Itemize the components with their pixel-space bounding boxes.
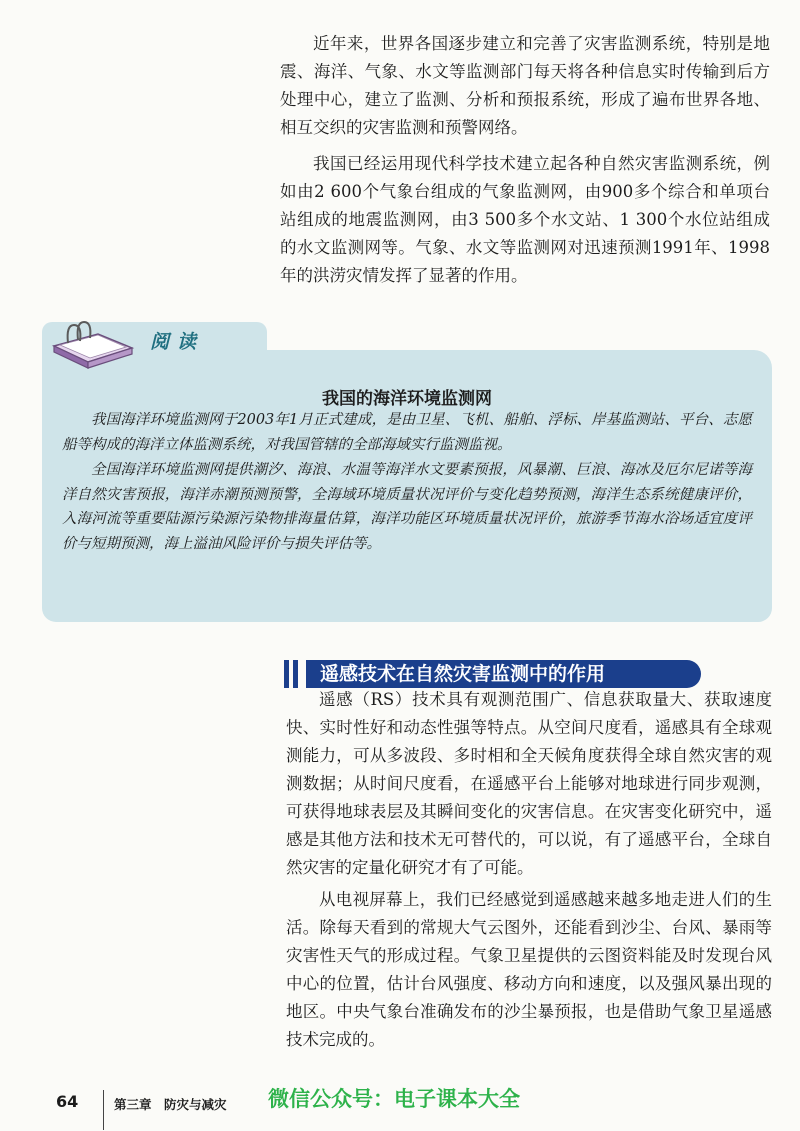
notepad-icon	[48, 312, 138, 372]
footer-divider	[103, 1090, 104, 1130]
paragraph-remote-sensing-daily-life: 从电视屏幕上，我们已经感觉到遥感越来越多地走进人们的生活。除每天看到的常规大气云图外，还能看到沙尘、台风、暴雨等灾害性天气的形成过程。气象卫星提供的云图资料能及时发现台风中心的位置，估计台风强度、移动方向和速度，以及强风暴出现的地区。中央气象台准确发布的沙尘暴预报，也是借助气象卫星遥感技术完成的。	[286, 890, 772, 1049]
page-number: 64	[56, 1092, 79, 1111]
section-heading-bars	[284, 660, 304, 688]
reading-label: 阅读	[150, 331, 205, 353]
section-heading	[284, 660, 704, 688]
chapter-label: 第三章 防灾与减灾	[114, 1097, 227, 1112]
paragraph-remote-sensing-features: 遥感（RS）技术具有观测范围广、信息获取量大、获取速度快、实时性好和动态性强等特点。从空间尺度看，遥感具有全球观测能力，可从多波段、多时相和全天候角度获得全球自然灾害的观测数据；从时间尺度看，在遥感平台上能够对地球进行同步观测，可获得地球表层及其瞬间变化的灾害信息。在灾害变化研究中，遥感是其他方法和技术无可替代的，可以说，有了遥感平台，全球自然灾害的定量化研究才有了可能。	[286, 690, 772, 877]
reading-title: 我国的海洋环境监测网	[322, 389, 492, 409]
section-title: 遥感技术在自然灾害监测中的作用	[320, 663, 606, 685]
paragraph-china-monitoring-systems: 我国已经运用现代科学技术建立起各种自然灾害监测系统，例如由2 600个气象台组成的气象监测网，由900多个综合和单项台站组成的地震监测网，由3 500多个水文站、1 300个水位站组成的水文监测网等。气象、水文等监测网对迅速预测1991年、1998年的洪涝灾情发挥了显著的作用。	[280, 154, 770, 285]
reading-paragraph-network-services: 全国海洋环境监测网提供潮汐、海浪、水温等海洋水文要素预报，风暴潮、巨浪、海冰及厄尔尼诺等海洋自然灾害预报，海洋赤潮预测预警，全海域环境质量状况评价与变化趋势预测，海洋生态系统健康评价，入海河流等重要陆源污染源污染物排海量估算，海洋功能区环境质量状况评价，旅游季节海水浴场适宜度评价与短期预测，海上溢油风险评价与损失评估等。	[62, 462, 752, 552]
watermark: 微信公众号：电子课本大全	[268, 1087, 520, 1111]
reading-paragraph-network-established: 我国海洋环境监测网于2003年1月正式建成，是由卫星、飞机、船舶、浮标、岸基监测站、平台、志愿船等构成的海洋立体监测系统，对我国管辖的全部海域实行监测监视。	[62, 412, 752, 453]
paragraph-disaster-monitoring-intro: 近年来，世界各国逐步建立和完善了灾害监测系统，特别是地震、海洋、气象、水文等监测部门每天将各种信息实时传输到后方处理中心，建立了监测、分析和预报系统，形成了遍布世界各地、相互交织的灾害监测和预警网络。	[280, 34, 770, 137]
